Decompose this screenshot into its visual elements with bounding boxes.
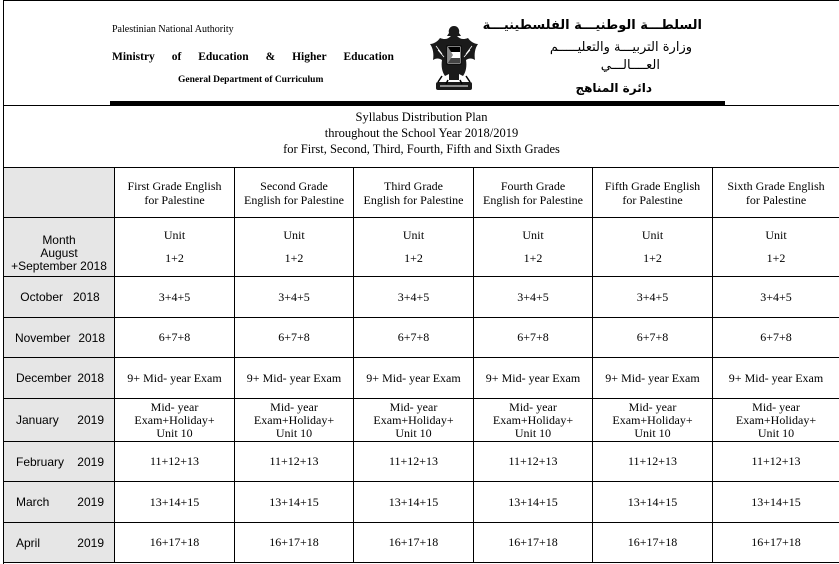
month-cell: Month August +September 2018 [4,218,115,277]
authority-name-ar: السلطـــة الوطنيـــة الفلسطينيـــة [482,18,702,33]
unit-cell: 6+7+8 [115,318,235,358]
ministry-name-en [112,51,394,63]
corner-cell [4,168,115,218]
unit-cell: 13+14+15 [593,482,713,523]
unit-cell: Mid- year Exam+Holiday+ Unit 10 [474,399,593,442]
unit-cell: 11+12+13 [115,442,235,482]
unit-cell: Unit 1+2 [354,218,474,277]
unit-cell: 6+7+8 [593,318,713,358]
unit-cell: 9+ Mid- year Exam [474,358,593,399]
unit-cell: 16+17+18 [115,523,235,563]
unit-cell: Mid- year Exam+Holiday+ Unit 10 [235,399,354,442]
unit-cell: 13+14+15 [354,482,474,523]
unit-cell: 3+4+5 [235,277,354,318]
ministry-word: Education [198,51,249,63]
unit-cell: 9+ Mid- year Exam [235,358,354,399]
grade-header: Second Grade English for Palestine [235,168,354,218]
ministry-word: of [171,51,182,63]
unit-cell: 11+12+13 [713,442,839,482]
ministry-word: & [265,51,276,63]
grade-header: Fourth Grade English for Palestine [474,168,593,218]
grade-header: Third Grade English for Palestine [354,168,474,218]
unit-cell: 3+4+5 [593,277,713,318]
unit-cell: 3+4+5 [713,277,839,318]
ministry-name-ar-line2: العــــالـــي [600,58,660,73]
unit-cell: Unit 1+2 [713,218,839,277]
unit-cell: 13+14+15 [115,482,235,523]
unit-cell: 9+ Mid- year Exam [593,358,713,399]
month-header: Month [42,232,76,247]
unit-cell: 9+ Mid- year Exam [354,358,474,399]
unit-cell: 13+14+15 [713,482,839,523]
unit-cell: 6+7+8 [474,318,593,358]
eagle-emblem-icon [428,24,480,94]
department-name-en: General Department of Curriculum [178,75,324,85]
syllabus-table [3,167,839,563]
unit-cell: 11+12+13 [354,442,474,482]
unit-cell: 9+ Mid- year Exam [115,358,235,399]
month-cell: February 2019 [4,442,115,482]
authority-name-en: Palestinian National Authority [112,24,234,35]
unit-cell: 16+17+18 [354,523,474,563]
table-row [4,277,839,318]
unit-cell: 11+12+13 [235,442,354,482]
unit-cell: 16+17+18 [474,523,593,563]
unit-cell: 9+ Mid- year Exam [713,358,839,399]
unit-cell: Unit 1+2 [474,218,593,277]
grade-header: Sixth Grade English for Palestine [713,168,839,218]
unit-cell: 3+4+5 [474,277,593,318]
month-cell: December 2018 [4,358,115,399]
table-row [4,218,839,277]
month-cell: April 2019 [4,523,115,563]
unit-cell: 11+12+13 [593,442,713,482]
grade-header-row [4,168,839,218]
unit-cell: Unit 1+2 [593,218,713,277]
title-line: Syllabus Distribution Plan [355,110,488,124]
month-cell: October 2018 [4,277,115,318]
unit-cell: 11+12+13 [474,442,593,482]
table-row [4,523,839,563]
ministry-word: Higher [292,51,327,63]
unit-cell: 6+7+8 [713,318,839,358]
unit-cell: 6+7+8 [354,318,474,358]
table-row [4,482,839,523]
table-row [4,318,839,358]
table-row [4,358,839,399]
grade-header: First Grade English for Palestine [115,168,235,218]
month-cell: March 2019 [4,482,115,523]
unit-cell: 13+14+15 [474,482,593,523]
unit-cell: Unit 1+2 [235,218,354,277]
table-row [4,442,839,482]
ministry-name-ar-line1: وزارة التربيـــة والتعليـــــم [549,40,692,55]
unit-cell: 16+17+18 [713,523,839,563]
month-cell: January 2019 [4,399,115,442]
unit-cell: 13+14+15 [235,482,354,523]
unit-cell: Unit 1+2 [115,218,235,277]
unit-cell: Mid- year Exam+Holiday+ Unit 10 [593,399,713,442]
ministry-word: Ministry [112,51,155,63]
ministry-word: Education [343,51,394,63]
unit-cell: 16+17+18 [593,523,713,563]
department-name-ar: دائرة المناهج [575,81,652,95]
unit-cell: 6+7+8 [235,318,354,358]
title-line: for First, Second, Third, Fourth, Fifth and Sixth Grades [283,142,560,156]
unit-cell: Mid- year Exam+Holiday+ Unit 10 [713,399,839,442]
unit-cell: 3+4+5 [354,277,474,318]
title-line: throughout the School Year 2018/2019 [324,126,519,140]
month-cell: November 2018 [4,318,115,358]
unit-cell: 16+17+18 [235,523,354,563]
document-title [3,105,839,167]
unit-cell: 3+4+5 [115,277,235,318]
grade-header: Fifth Grade English for Palestine [593,168,713,218]
table-row [4,399,839,442]
unit-cell: Mid- year Exam+Holiday+ Unit 10 [115,399,235,442]
unit-cell: Mid- year Exam+Holiday+ Unit 10 [354,399,474,442]
